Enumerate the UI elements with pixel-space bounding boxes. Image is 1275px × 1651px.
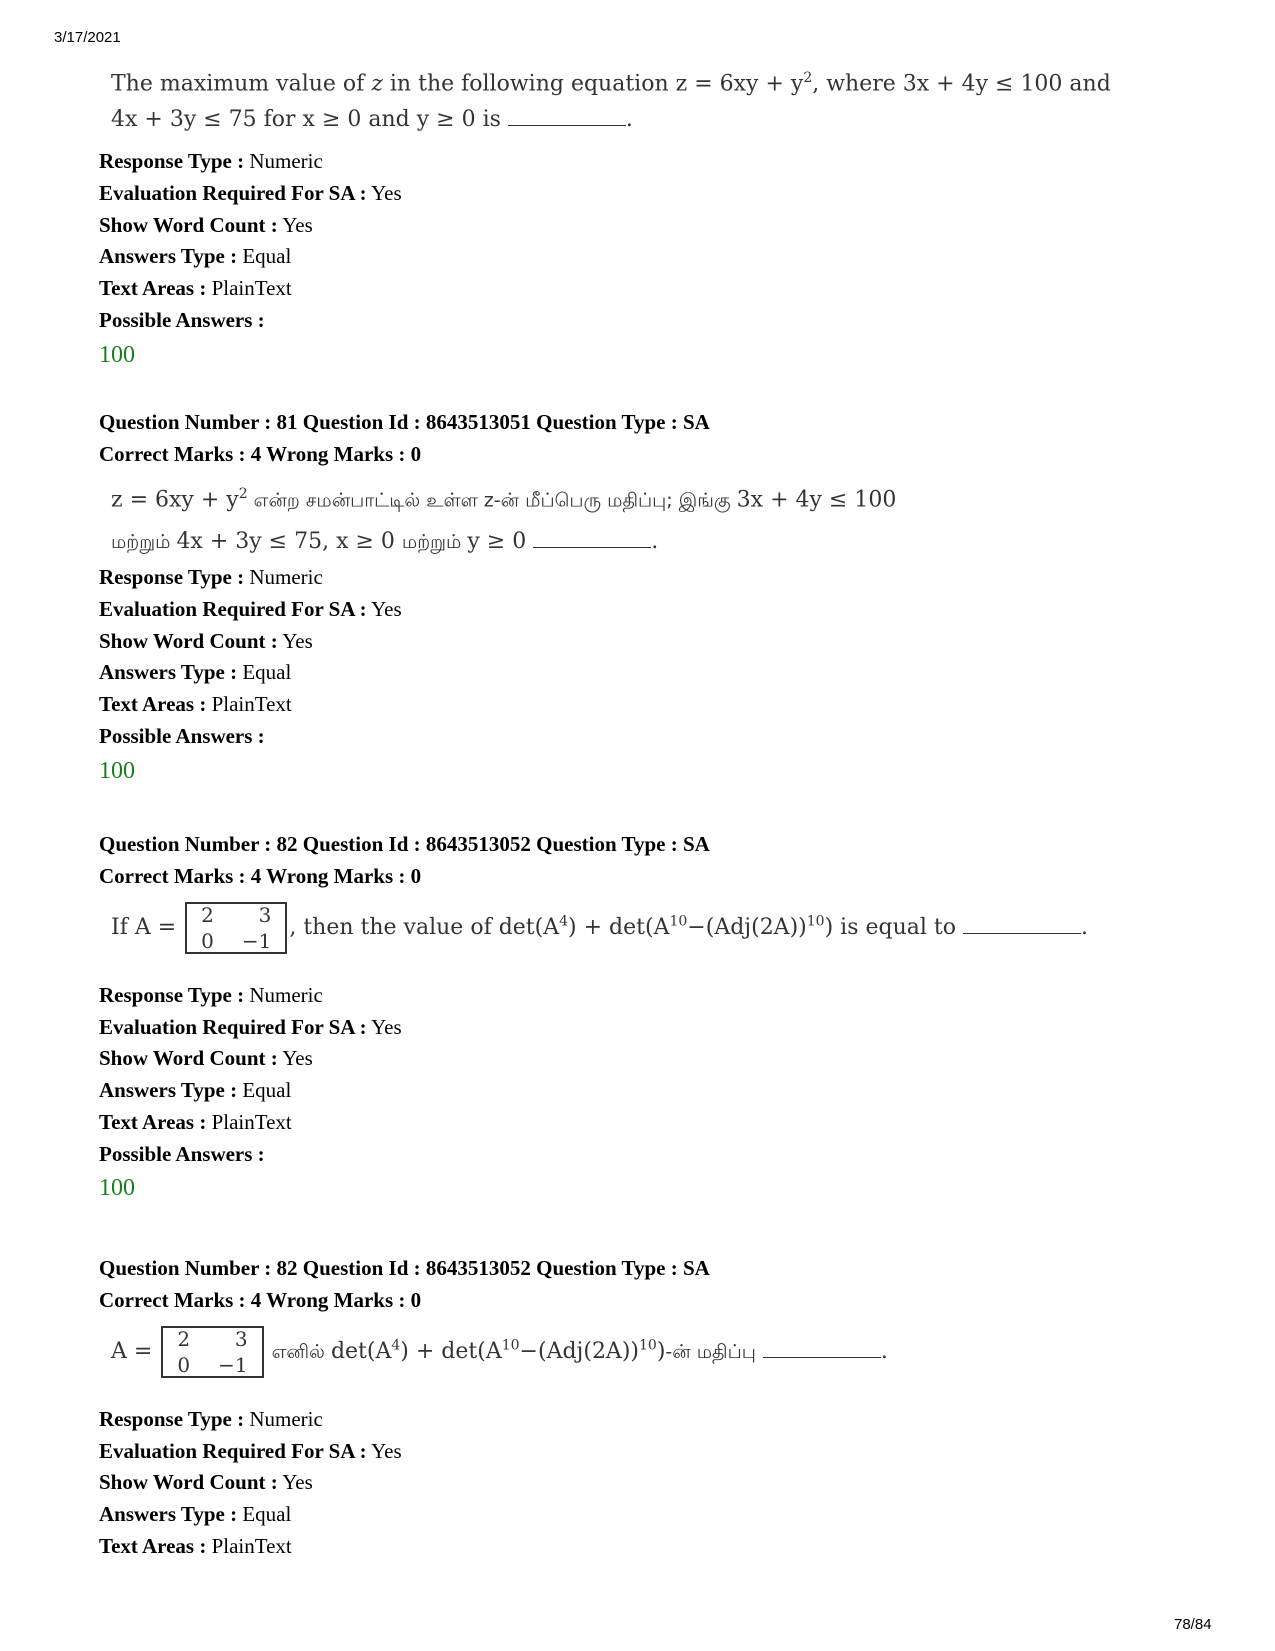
page-number: 78/84 bbox=[1174, 1616, 1212, 1633]
meta-row: Text Areas : PlainText bbox=[99, 692, 292, 717]
question-text: A = 2 3 0 −1 எனில் $\det(A^4)$ + $\det(A^{10}-(Adj(2A))^{10})-ன்$ மதிப்பு . bbox=[111, 1327, 888, 1377]
meta-row: Evaluation Required For SA : Yes bbox=[99, 1014, 402, 1039]
question-81 bbox=[99, 406, 1179, 788]
meta-row: Answers Type : Equal bbox=[99, 1502, 292, 1527]
possible-answer: 100 bbox=[99, 757, 135, 784]
meta-row: Response Type : Numeric bbox=[99, 1407, 323, 1431]
meta-row: Evaluation Required For SA : Yes bbox=[99, 597, 402, 622]
question-meta bbox=[99, 562, 1179, 752]
meta-row: Evaluation Required For SA : Yes bbox=[99, 181, 402, 206]
question-marks: Correct Marks : 4 Wrong Marks : 0 bbox=[99, 864, 422, 888]
meta-row: Possible Answers : bbox=[99, 723, 265, 748]
question-meta bbox=[99, 1404, 1179, 1563]
meta-row: Possible Answers : bbox=[99, 1141, 265, 1166]
answer-blank bbox=[763, 1339, 881, 1358]
meta-row: Show Word Count : Yes bbox=[99, 212, 313, 237]
meta-row: Text Areas : PlainText bbox=[99, 276, 292, 301]
question-text: The maximum value of z in the following equation $z = 6xy + y^2$, where 3x + 4y ≤ 100 and bbox=[111, 70, 1111, 97]
question-header: Question Number : 81 Question Id : 8643513051 Question Type : SA bbox=[99, 410, 710, 434]
meta-row: Answers Type : Equal bbox=[99, 244, 292, 269]
answer-blank bbox=[963, 915, 1081, 934]
question-header: Question Number : 82 Question Id : 8643513052 Question Type : SA bbox=[99, 832, 710, 856]
meta-row: Answers Type : Equal bbox=[99, 1078, 292, 1103]
meta-row: Response Type : Numeric bbox=[99, 565, 323, 590]
print-date: 3/17/2021 bbox=[54, 29, 121, 46]
meta-row: Response Type : Numeric bbox=[99, 983, 323, 1007]
question-marks: Correct Marks : 4 Wrong Marks : 0 bbox=[99, 1288, 422, 1312]
question-meta bbox=[99, 146, 1179, 336]
meta-row: Response Type : Numeric bbox=[99, 149, 323, 174]
question-82-tamil bbox=[99, 1252, 1179, 1563]
question-text-line2: 4x + 3y ≤ 75 for x ≥ 0 and y ≥ 0 is . bbox=[111, 107, 633, 133]
matrix-a: 2 3 0 −1 bbox=[185, 902, 287, 954]
question-text: If A = 2 3 0 −1 , then the value of $\det(A^4) + \det(A^{10}-(Adj(2A))^{10})$ is equal to . bbox=[111, 903, 1088, 953]
question-82-english bbox=[99, 828, 1179, 1205]
question-text: $z = 6xy + y^2$ என்ற சமன்பாட்டில் உள்ள z-ன் மீப்பெரு மதிப்பு; இங்கு 3x + 4y ≤ 100 bbox=[111, 486, 897, 513]
meta-row: Text Areas : PlainText bbox=[99, 1109, 292, 1134]
question-meta bbox=[99, 980, 1179, 1170]
answer-blank bbox=[533, 529, 651, 548]
meta-row: Evaluation Required For SA : Yes bbox=[99, 1438, 402, 1463]
question-80-tail bbox=[99, 60, 1179, 372]
answer-blank bbox=[508, 107, 626, 126]
possible-answer: 100 bbox=[99, 341, 135, 368]
meta-row: Possible Answers : bbox=[99, 307, 265, 332]
question-text-line2: மற்றும் 4x + 3y ≤ 75, x ≥ 0 மற்றும் y ≥ 0 . bbox=[111, 529, 659, 555]
meta-row: Show Word Count : Yes bbox=[99, 1470, 313, 1495]
question-header: Question Number : 82 Question Id : 8643513052 Question Type : SA bbox=[99, 1256, 710, 1280]
meta-row: Show Word Count : Yes bbox=[99, 628, 313, 653]
possible-answer: 100 bbox=[99, 1175, 135, 1202]
matrix-a: 2 3 0 −1 bbox=[161, 1326, 263, 1378]
question-marks: Correct Marks : 4 Wrong Marks : 0 bbox=[99, 442, 422, 466]
meta-row: Text Areas : PlainText bbox=[99, 1533, 292, 1558]
meta-row: Answers Type : Equal bbox=[99, 660, 292, 685]
meta-row: Show Word Count : Yes bbox=[99, 1046, 313, 1071]
